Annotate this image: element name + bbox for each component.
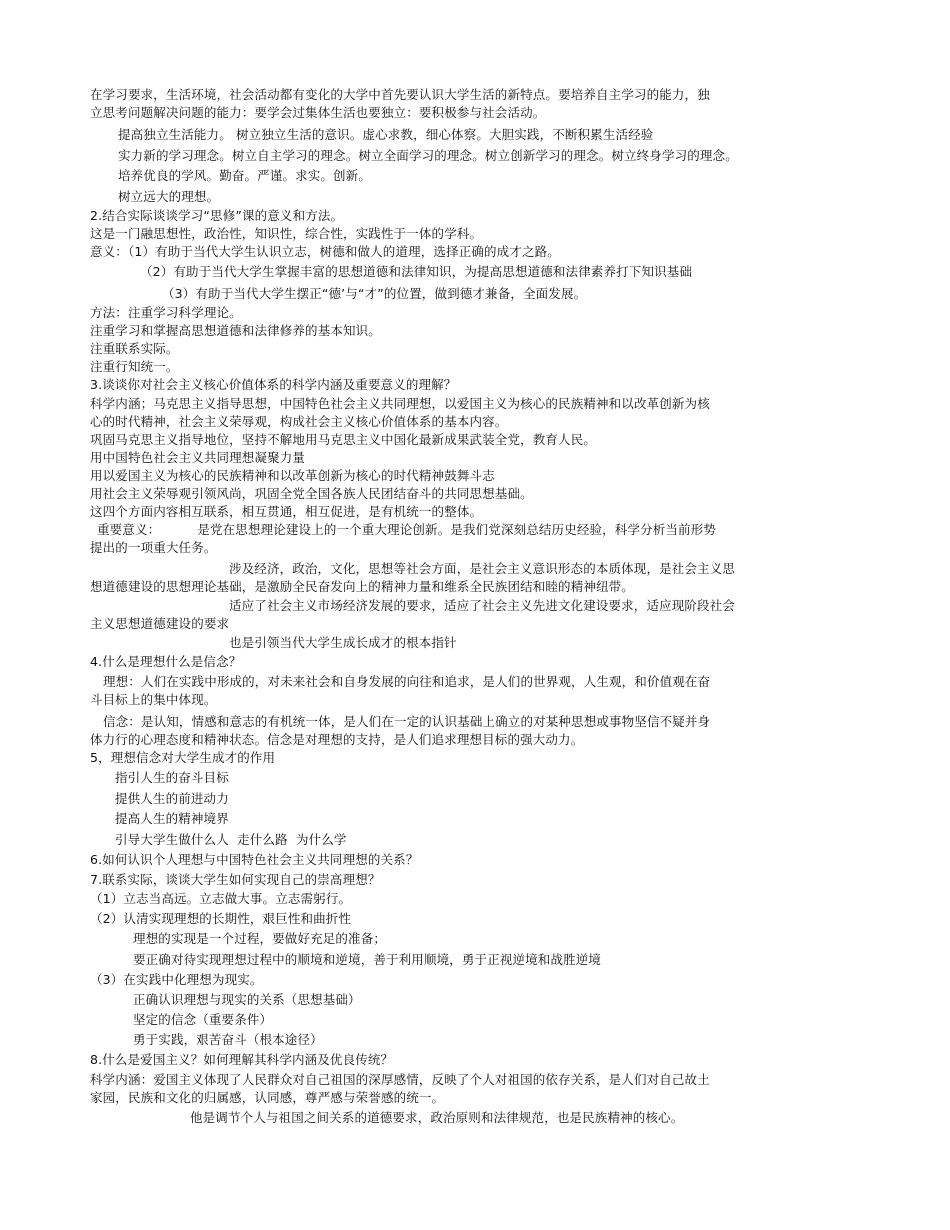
question-heading: 3.谈谈你对社会主义核心价值体系的科学内涵及重要意义的理解？ [90,377,457,392]
question-heading: 5，理想信念对大学生成才的作用 [90,750,276,765]
text-line: 体力行的心理态度和精神状态。信念是对理想的支持，是人们追求理想目标的强大动力。 [90,732,584,747]
text-line: 科学内涵：爱国主义体现了人民群众对自己祖国的深厚感情，反映了个人对祖国的依存关系，是人们对自己故土 [90,1072,710,1087]
text-line: 心的时代精神，社会主义荣辱观，构成社会主义核心价值体系的基本内容。 [90,414,508,429]
question-heading: 2.结合实际谈谈学习“思修”课的意义和方法。 [90,208,344,223]
text-line: 用以爱国主义为核心的民族精神和以改革创新为核心的时代精神鼓舞斗志 [90,468,495,483]
text-line: 正确认识理想与现实的关系（思想基础） [133,992,361,1007]
text-line: 巩固马克思主义指导地位，坚持不解地用马克思主义中国化最新成果武装全党，教育人民。 [90,432,597,447]
text-line: 也是引领当代大学生成长成才的根本指针 [229,635,457,650]
text-line: （2）有助于当代大学生掌握丰富的思想道德和法律知识，为提高思想道德和法律素养打下知识基础 [140,264,693,279]
text-line: 主义思想道德建设的要求 [90,616,230,631]
text-line: 勇于实践，艰苦奋斗（根本途径） [133,1032,323,1047]
text-line: 这四个方面内容相互联系，相互贯通，相互促进，是有机统一的整体。 [90,504,483,519]
text-line: 注重学习和掌握高思想道德和法律修养的基本知识。 [90,323,381,338]
text-line: 实力新的学习理念。树立自主学习的理念。树立全面学习的理念。树立创新学习的理念。树立终身学习的理念。 [118,148,738,163]
text-line: （3）在实践中化理想为现实。 [90,972,263,987]
text-line: 坚定的信念（重要条件） [133,1012,273,1027]
text-line: 方法：注重学习科学理论。 [90,305,242,320]
text-line: 意义：（1）有助于当代大学生认识立志，树德和做人的道理，选择正确的成才之路。 [90,244,560,259]
text-line: 他是调节个人与祖国之间关系的道德要求，政治原则和法律规范，也是民族精神的核心。 [190,1110,684,1125]
text-line: 用中国特色社会主义共同理想凝聚力量 [90,450,306,465]
question-heading: 8.什么是爱国主义？如何理解其科学内涵及优良传统？ [90,1052,394,1067]
text-line: 树立远大的理想。 [118,189,220,204]
text-line: （1）立志当高远。立志做大事。立志需躬行。 [90,891,352,906]
question-heading: 6.如何认识个人理想与中国特色社会主义共同理想的关系？ [90,852,419,867]
text-line: 提出的一项重大任务。 [90,540,217,555]
text-line: 立思考问题解决问题的能力：要学会过集体生活也要独立：要积极参与社会活动。 [90,105,546,120]
text-line: 培养优良的学风。勤奋。严谨。求实。创新。 [118,168,372,183]
text-line: 理想：人们在实践中形成的，对未来社会和自身发展的向往和追求，是人们的世界观，人生观，和价值观在奋 [103,674,711,689]
text-line: 提高独立生活能力。 树立独立生活的意识。虚心求教，细心体察。大胆实践，不断积累生活经验 [118,127,654,142]
text-line: 想道德建设的思想理论基础，是激励全民奋发向上的精神力量和维系全民族团结和睦的精神纽带。 [90,579,634,594]
text-line: 指引人生的奋斗目标 [115,770,229,785]
text-line: 信念：是认知，情感和意志的有机统一体，是人们在一定的认识基础上确立的对某种思想或事物坚信不疑并身 [103,714,711,729]
text-line: 提高人生的精神境界 [115,811,229,826]
text-line: 注重联系实际。 [90,341,179,356]
text-line: 要正确对待实现理想过程中的顺境和逆境，善于利用顺境，勇于正视逆境和战胜逆境 [133,952,602,967]
text-line: 用社会主义荣辱观引领风尚，巩固全党全国各族人民团结奋斗的共同思想基础。 [90,486,533,501]
text-line: 引导大学生做什么人 走什么路 为什么学 [115,832,347,847]
text-line: 这是一门融思想性，政治性，知识性，综合性，实践性于一体的学科。 [90,226,483,241]
text-line: 适应了社会主义市场经济发展的要求，适应了社会主义先进文化建设要求，适应现阶段社会 [229,598,736,613]
text-line: （2）认清实现理想的长期性，艰巨性和曲折性 [90,911,352,926]
text-line: 理想的实现是一个过程，要做好充足的准备； [133,931,387,946]
text-line: 提供人生的前进动力 [115,791,229,806]
text-line: 家园，民族和文化的归属感，认同感，尊严感与荣誉感的统一。 [90,1090,445,1105]
text-line: 在学习要求，生活环境，社会活动都有变化的大学中首先要认识大学生活的新特点。要培养自主学习的能力，独 [90,87,710,102]
text-line: 重要意义： 是党在思想理论建设上的一个重大理论创新。是我们党深刻总结历史经验，科学分析当前形势 [97,522,717,537]
question-heading: 4.什么是理想什么是信念？ [90,654,242,669]
text-line: 涉及经济，政治，文化，思想等社会方面，是社会主义意识形态的本质体现，是社会主义思 [229,561,736,576]
text-line: 注重行知统一。 [90,359,179,374]
text-line: 科学内涵；马克思主义指导思想，中国特色社会主义共同理想，以爱国主义为核心的民族精神和以改革创新为核 [90,396,710,411]
question-heading: 7.联系实际，谈谈大学生如何实现自己的崇高理想？ [90,872,381,887]
text-line: 斗目标上的集中体现。 [90,692,217,707]
text-line: （3）有助于当代大学生摆正“德’与“才”的位置，做到德才兼备，全面发展。 [162,286,587,301]
